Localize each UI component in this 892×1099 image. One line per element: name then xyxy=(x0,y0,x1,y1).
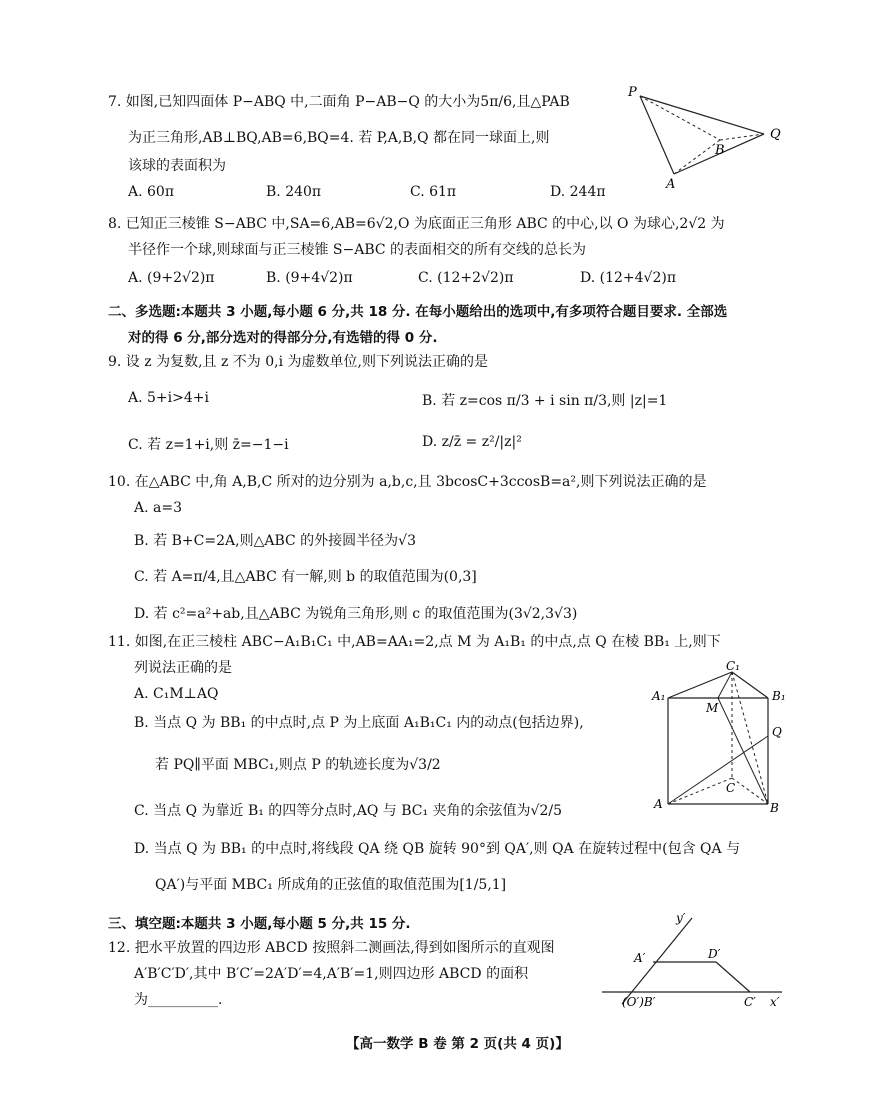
q11-option-d-line2: QA′)与平面 MBC₁ 所成角的正弦值的取值范围为[1/5,1] xyxy=(155,877,507,893)
q8-option-b: B. (9+4√2)π xyxy=(266,270,353,286)
q11-option-b-line2: 若 PQ∥平面 MBC₁,则点 P 的轨迹长度为√3/2 xyxy=(155,757,441,773)
q8-line2: 半径作一个球,则球面与正三棱锥 S−ABC 的表面相交的所有交线的总长为 xyxy=(128,242,587,258)
page-footer: 【高一数学 B 卷 第 2 页(共 4 页)】 xyxy=(346,1036,569,1052)
q7-label-a: A xyxy=(666,177,676,192)
q7-option-c: C. 61π xyxy=(410,184,457,200)
q7-label-p: P xyxy=(628,85,637,100)
q11-label-m: M xyxy=(706,701,719,715)
q12-label-d: D′ xyxy=(708,947,721,961)
q9-option-a: A. 5+i>4+i xyxy=(128,390,209,406)
q11-label-b: B xyxy=(770,801,779,815)
q12-label-y: y′ xyxy=(676,911,686,925)
q9-option-c: C. 若 z=1+i,则 z̄=−1−i xyxy=(128,437,289,453)
q7-option-a: A. 60π xyxy=(128,184,175,200)
q7-option-d: D. 244π xyxy=(550,184,606,200)
section2-line2: 对的得 6 分,部分选对的得部分分,有选错的得 0 分. xyxy=(128,330,438,346)
q10-option-b: B. 若 B+C=2A,则△ABC 的外接圆半径为√3 xyxy=(134,533,416,549)
q8-line1: 8. 已知正三棱锥 S−ABC 中,SA=6,AB=6√2,O 为底面正三角形 ABC 的中心,以 O 为球心,2√2 为 xyxy=(108,216,725,232)
section3-heading: 三、填空题:本题共 3 小题,每小题 5 分,共 15 分. xyxy=(108,916,411,932)
q11-label-c1: C₁ xyxy=(726,659,740,673)
q12-label-b: (O′)B′ xyxy=(622,995,656,1008)
q12-line2: A′B′C′D′,其中 B′C′=2A′D′=4,A′B′=1,则四边形 ABCD 的面积 xyxy=(134,966,529,982)
q11-line2: 列说法正确的是 xyxy=(134,660,232,676)
q12-label-a: A′ xyxy=(634,951,646,965)
q12-line3: 为__________. xyxy=(134,992,223,1008)
q10-option-d: D. 若 c²=a²+ab,且△ABC 为锐角三角形,则 c 的取值范围为(3√2,3√3) xyxy=(134,606,578,622)
q12-label-x: x′ xyxy=(770,995,780,1008)
q7-line1: 7. 如图,已知四面体 P−ABQ 中,二面角 P−AB−Q 的大小为5π/6,且△PAB xyxy=(108,94,570,110)
q9-stem: 9. 设 z 为复数,且 z 不为 0,i 为虚数单位,则下列说法正确的是 xyxy=(108,354,488,370)
q8-option-c: C. (12+2√2)π xyxy=(418,270,514,286)
q11-label-a1: A₁ xyxy=(652,689,666,703)
q12-label-c: C′ xyxy=(744,995,756,1008)
q7-line2: 为正三角形,AB⊥BQ,AB=6,BQ=4. 若 P,A,B,Q 都在同一球面上,则 xyxy=(128,130,550,146)
q8-option-a: A. (9+2√2)π xyxy=(128,270,215,286)
q11-option-b-line1: B. 当点 Q 为 BB₁ 的中点时,点 P 为上底面 A₁B₁C₁ 内的动点(包括边界), xyxy=(134,715,584,731)
q10-option-a: A. a=3 xyxy=(134,500,182,516)
q11-label-a: A xyxy=(654,797,663,811)
q10-option-c: C. 若 A=π/4,且△ABC 有一解,则 b 的取值范围为(0,3] xyxy=(134,569,477,585)
q12-line1: 12. 把水平放置的四边形 ABCD 按照斜二测画法,得到如图所示的直观图 xyxy=(108,940,555,956)
q12-oblique-figure xyxy=(598,908,788,1008)
q7-option-b: B. 240π xyxy=(266,184,322,200)
q11-label-b1: B₁ xyxy=(772,689,786,703)
q7-tetrahedron-figure xyxy=(622,82,792,192)
q7-line3: 该球的表面积为 xyxy=(128,158,226,174)
q10-stem: 10. 在△ABC 中,角 A,B,C 所对的边分别为 a,b,c,且 3bcosC+3ccosB=a²,则下列说法正确的是 xyxy=(108,474,707,490)
q11-label-c: C xyxy=(726,781,736,795)
q11-prism-figure xyxy=(650,656,800,816)
q11-label-q: Q xyxy=(772,725,782,739)
section2-line1: 二、多选题:本题共 3 小题,每小题 6 分,共 18 分. 在每小题给出的选项中,有多项符合题目要求. 全部选 xyxy=(108,304,728,320)
q11-option-d-line1: D. 当点 Q 为 BB₁ 的中点时,将线段 QA 绕 QB 旋转 90°到 QA′,则 QA 在旋转过程中(包含 QA 与 xyxy=(134,841,741,857)
q9-option-b: B. 若 z=cos π/3 + i sin π/3,则 |z|=1 xyxy=(422,393,668,409)
q8-option-d: D. (12+4√2)π xyxy=(580,270,677,286)
q11-option-c: C. 当点 Q 为靠近 B₁ 的四等分点时,AQ 与 BC₁ 夹角的余弦值为√2/5 xyxy=(134,803,563,819)
q11-option-a: A. C₁M⊥AQ xyxy=(134,686,219,702)
q9-option-d: D. z/z̄ = z²/|z|² xyxy=(422,434,522,450)
q11-line1: 11. 如图,在正三棱柱 ABC−A₁B₁C₁ 中,AB=AA₁=2,点 M 为 A₁B₁ 的中点,点 Q 在棱 BB₁ 上,则下 xyxy=(108,634,721,650)
q7-label-b: B xyxy=(715,143,725,158)
q7-label-q: Q xyxy=(770,127,781,142)
